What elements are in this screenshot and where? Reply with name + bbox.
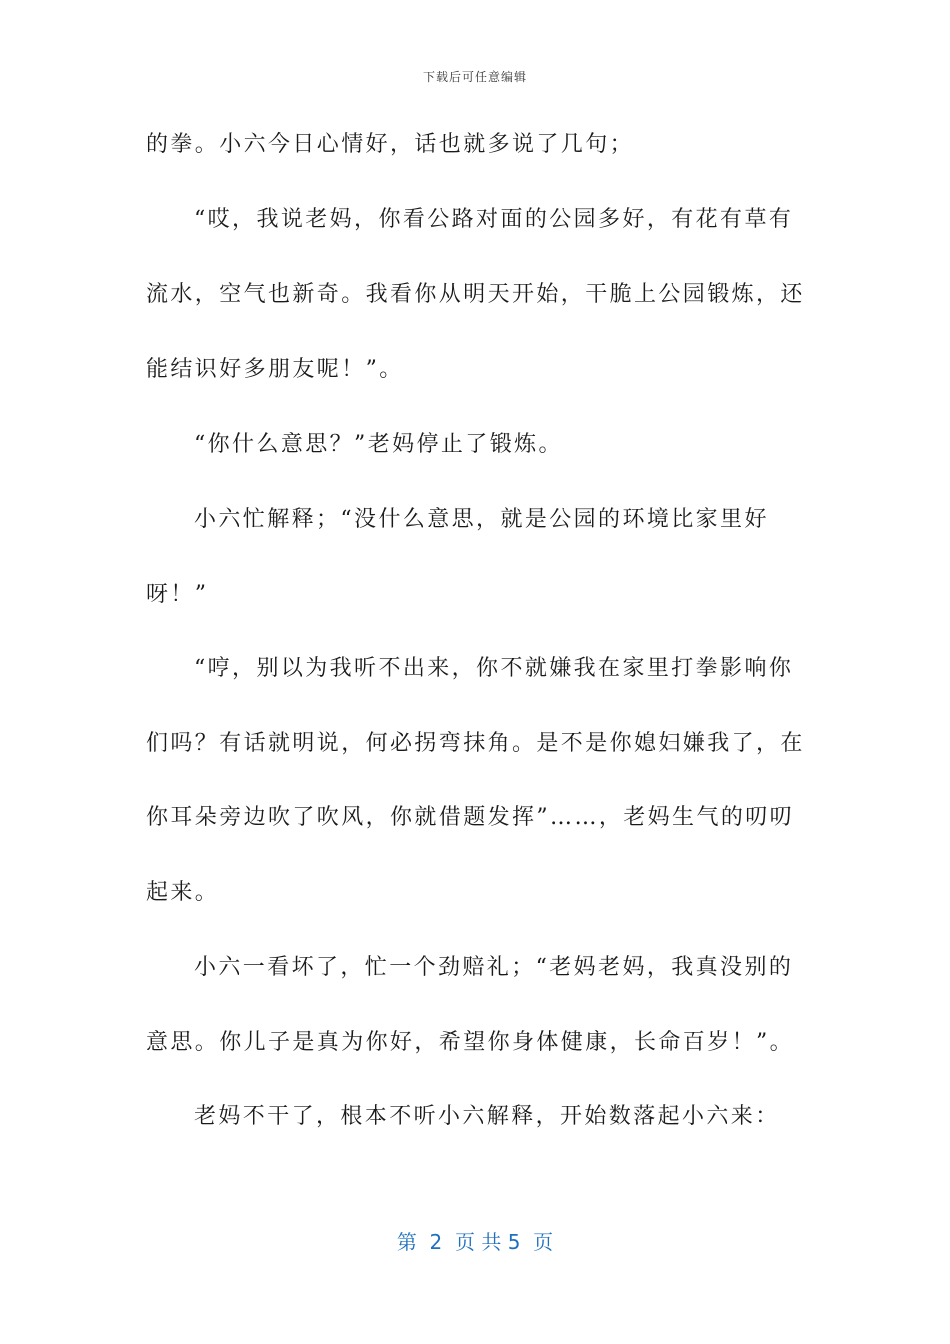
text-line: 能结识好多朋友呢！”。 — [146, 357, 404, 382]
text-line: “哼，别以为我听不出来，你不就嫌我在家里打拳影响你 — [194, 656, 794, 681]
text-line: “你什么意思？”老妈停止了锻炼。 — [194, 432, 563, 457]
text-line: “哎，我说老妈，你看公路对面的公园多好，有花有草有 — [194, 207, 794, 232]
text-line: 的拳。小六今日心情好，话也就多说了几句； — [146, 132, 635, 157]
page-header-note: 下载后可任意编辑 — [422, 70, 527, 84]
text-line: 小六忙解释；“没什么意思，就是公园的环境比家里好 — [194, 507, 769, 532]
text-line: 起来。 — [146, 880, 220, 905]
text-line: 老妈不干了，根本不听小六解释，开始数落起小六来： — [194, 1104, 780, 1129]
text-line: 小六一看坏了，忙一个劲赔礼；“老妈老妈，我真没别的 — [194, 955, 794, 980]
text-line: 们吗？有话就明说，何必拐弯抹角。是不是你媳妇嫌我了，在 — [146, 731, 805, 756]
text-line: 流水，空气也新奇。我看你从明天开始，干脆上公园锻炼，还 — [146, 282, 805, 307]
page-number-footer: 第 2 页 共 5 页 — [396, 1230, 554, 1254]
text-line: 你耳朵旁边吹了吹风，你就借题发挥”……，老妈生气的叨叨 — [146, 805, 795, 830]
text-line: 意思。你儿子是真为你好，希望你身体健康，长命百岁！”。 — [146, 1030, 795, 1055]
text-line: 呀！” — [146, 582, 209, 607]
